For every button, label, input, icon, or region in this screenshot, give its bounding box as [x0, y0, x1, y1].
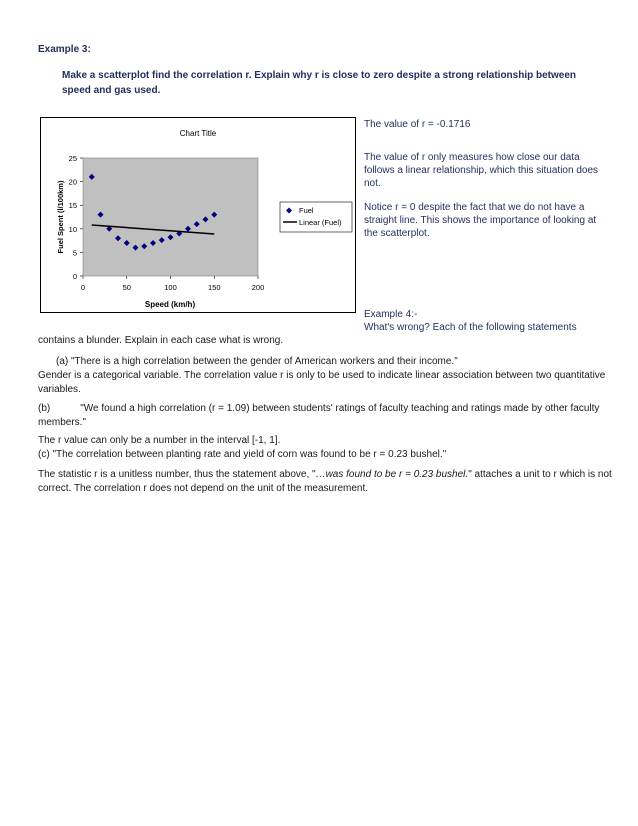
example3-heading: Example 3: [38, 44, 91, 55]
item-b-text: "We found a high correlation (r = 1.09) between students' ratings of faculty teaching and ratings made by other faculty members." [38, 403, 600, 428]
item-c: (c) "The correlation between planting rate and yield of corn was found to be r = 0.23 bushel." [38, 449, 447, 460]
legend-linear-label: Linear (Fuel) [299, 218, 342, 227]
example4-task: What's wrong? Each of the following statements [364, 322, 577, 333]
example3-task: Make a scatterplot find the correlation r. Explain why r is close to zero despite a strong relationship between speed and gas used. [62, 70, 577, 96]
item-a: (a) "There is a high correlation between the gender of American workers and their income." [56, 356, 458, 367]
answer-c-start: The statistic r is a unitless number, thus the statement above, " [38, 469, 316, 480]
answer-c [38, 468, 613, 496]
example4-heading: Example 4:- [364, 309, 418, 320]
item-b-label: (b) [38, 403, 51, 414]
chart-title: Chart Title [179, 129, 217, 138]
answer-c-quote: …was found to be r = 0.23 bushel. [315, 469, 469, 480]
legend [280, 202, 352, 232]
y-tick-label: 0 [72, 272, 77, 281]
x-tick-label: 200 [251, 283, 265, 292]
r-explanation-text: The value of r only measures how close our data follows a linear relationship, which this situation does not. [364, 152, 599, 189]
answer-a: Gender is a categorical variable. The correlation value r is only to be used to indicate linear association between two quantitative variables. [38, 370, 606, 395]
answer-b: The r value can only be a number in the interval [-1, 1]. [38, 435, 281, 446]
x-tick-label: 150 [207, 283, 221, 292]
legend-fuel-label: Fuel [299, 206, 314, 215]
notice-text: Notice r = 0 despite the fact that we do not have a straight line. This shows the importance of looking at the scatterplot. [364, 202, 597, 239]
x-tick-label: 0 [80, 283, 86, 292]
legend-box [280, 202, 352, 232]
item-b [38, 402, 613, 430]
y-axis-ticks [69, 154, 83, 281]
y-tick-label: 10 [68, 224, 77, 234]
x-tick-label: 100 [164, 283, 177, 292]
r-value-text: The value of r = -0.1716 [364, 119, 471, 130]
y-tick-label: 20 [68, 177, 77, 187]
plot-area [83, 158, 258, 276]
answer-c-end: " attaches a unit to r which is not correct. The correlation r does not depend on the unit of the measurement. [38, 469, 612, 494]
y-tick-label: 5 [72, 248, 77, 258]
y-tick-label: 15 [68, 201, 77, 211]
x-axis-label: Speed (km/h) [144, 300, 196, 309]
x-axis-ticks [81, 276, 264, 292]
x-tick-label: 50 [122, 283, 131, 292]
y-tick-label: 25 [68, 154, 77, 163]
scatter-chart [40, 117, 356, 313]
chart-svg [41, 118, 357, 314]
blunder-line: contains a blunder. Explain in each case what is wrong. [38, 335, 284, 346]
y-axis-label: Fuel Spent (l/100km) [56, 180, 65, 254]
